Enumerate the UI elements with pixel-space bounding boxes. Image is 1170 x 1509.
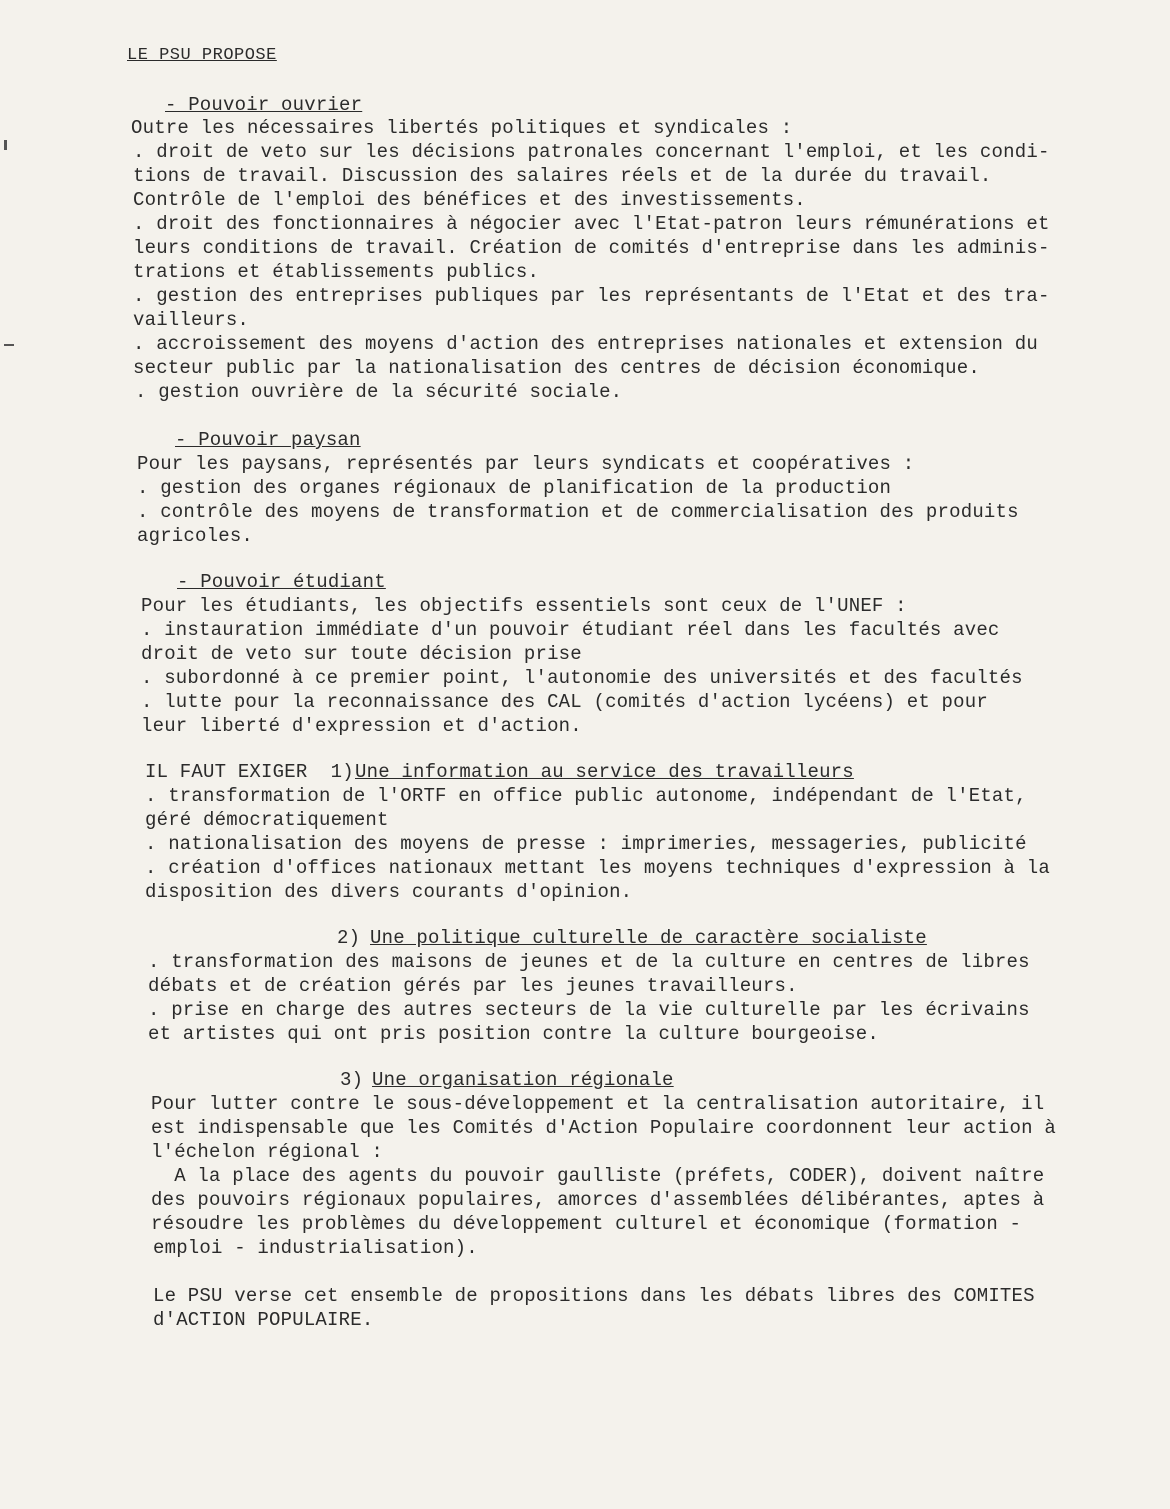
section-lead-3: 3) <box>340 1069 375 1091</box>
text-line: Pour lutter contre le sous-développement et la centralisation autoritaire, il <box>151 1093 1045 1115</box>
text-line: . gestion des organes régionaux de planification de la production <box>137 477 892 499</box>
text-line: vailleurs. <box>133 309 250 331</box>
text-line: . droit des fonctionnaires à négocier avec l'Etat-patron leurs rémunérations et <box>133 213 1050 235</box>
closing-line: Le PSU verse cet ensemble de propositions dans les débats libres des COMITES <box>153 1285 1035 1307</box>
text-line: . contrôle des moyens de transformation et de commercialisation des produits <box>137 501 1019 523</box>
text-line: . création d'offices nationaux mettant les moyens techniques d'expression à la <box>145 857 1050 879</box>
section-heading-pouvoir-etudiant: - Pouvoir étudiant <box>177 571 386 593</box>
section-heading-pouvoir-ouvrier: - Pouvoir ouvrier <box>165 94 363 116</box>
section-heading-information: Une information au service des travailleurs <box>355 761 854 783</box>
text-line: Pour les paysans, représentés par leurs syndicats et coopératives : <box>137 453 915 475</box>
text-line: l'échelon régional : <box>151 1141 384 1163</box>
section-lead-il-faut-exiger: IL FAUT EXIGER 1) <box>145 761 354 783</box>
text-line: débats et de création gérés par les jeunes travailleurs. <box>148 975 798 997</box>
closing-line: d'ACTION POPULAIRE. <box>153 1309 374 1331</box>
text-line: agricoles. <box>137 525 254 547</box>
text-line: A la place des agents du pouvoir gaulliste (préfets, CODER), doivent naître <box>151 1165 1045 1187</box>
text-line: . transformation des maisons de jeunes et de la culture en centres de libres <box>148 951 1030 973</box>
text-line: Outre les nécessaires libertés politiques et syndicales : <box>131 117 793 139</box>
text-line: disposition des divers courants d'opinion. <box>145 881 633 903</box>
text-line: est indispensable que les Comités d'Action Populaire coordonnent leur action à <box>151 1117 1056 1139</box>
text-line: géré démocratiquement <box>145 809 389 831</box>
text-line: . prise en charge des autres secteurs de la vie culturelle par les écrivains <box>148 999 1030 1021</box>
text-line: et artistes qui ont pris position contre la culture bourgeoise. <box>148 1023 879 1045</box>
text-line: . nationalisation des moyens de presse : imprimeries, messageries, publicité <box>145 833 1027 855</box>
scan-mark <box>4 344 14 346</box>
section-heading-pouvoir-paysan: - Pouvoir paysan <box>175 429 361 451</box>
section-heading-organisation-regionale: Une organisation régionale <box>372 1069 674 1091</box>
text-line: résoudre les problèmes du développement culturel et économique (formation - <box>151 1213 1022 1235</box>
text-line: secteur public par la nationalisation des centres de décision économique. <box>133 357 980 379</box>
text-line: . gestion des entreprises publiques par les représentants de l'Etat et des tra- <box>133 285 1050 307</box>
text-line: droit de veto sur toute décision prise <box>141 643 582 665</box>
text-line: . lutte pour la reconnaissance des CAL (comités d'action lycéens) et pour <box>141 691 988 713</box>
section-heading-politique-culturelle: Une politique culturelle de caractère socialiste <box>370 927 927 949</box>
text-line: . accroissement des moyens d'action des entreprises nationales et extension du <box>133 333 1038 355</box>
document-title: LE PSU PROPOSE <box>127 46 277 65</box>
text-line: Pour les étudiants, les objectifs essentiels sont ceux de l'UNEF : <box>141 595 907 617</box>
text-line: . transformation de l'ORTF en office public autonome, indépendant de l'Etat, <box>145 785 1027 807</box>
text-line: leurs conditions de travail. Création de comités d'entreprise dans les adminis- <box>133 237 1050 259</box>
text-line: Contrôle de l'emploi des bénéfices et des investissements. <box>133 189 806 211</box>
text-line: tions de travail. Discussion des salaires réels et de la durée du travail. <box>133 165 992 187</box>
text-line: . instauration immédiate d'un pouvoir étudiant réel dans les facultés avec <box>141 619 1000 641</box>
text-line: emploi - industrialisation). <box>153 1237 478 1259</box>
text-line: leur liberté d'expression et d'action. <box>141 715 582 737</box>
section-lead-2: 2) <box>337 927 372 949</box>
scan-mark <box>4 140 7 150</box>
text-line: . gestion ouvrière de la sécurité sociale. <box>135 381 623 403</box>
text-line: . droit de veto sur les décisions patronales concernant l'emploi, et les condi- <box>133 141 1050 163</box>
text-line: des pouvoirs régionaux populaires, amorces d'assemblées délibérantes, aptes à <box>151 1189 1045 1211</box>
text-line: . subordonné à ce premier point, l'autonomie des universités et des facultés <box>141 667 1023 689</box>
text-line: trations et établissements publics. <box>133 261 540 283</box>
